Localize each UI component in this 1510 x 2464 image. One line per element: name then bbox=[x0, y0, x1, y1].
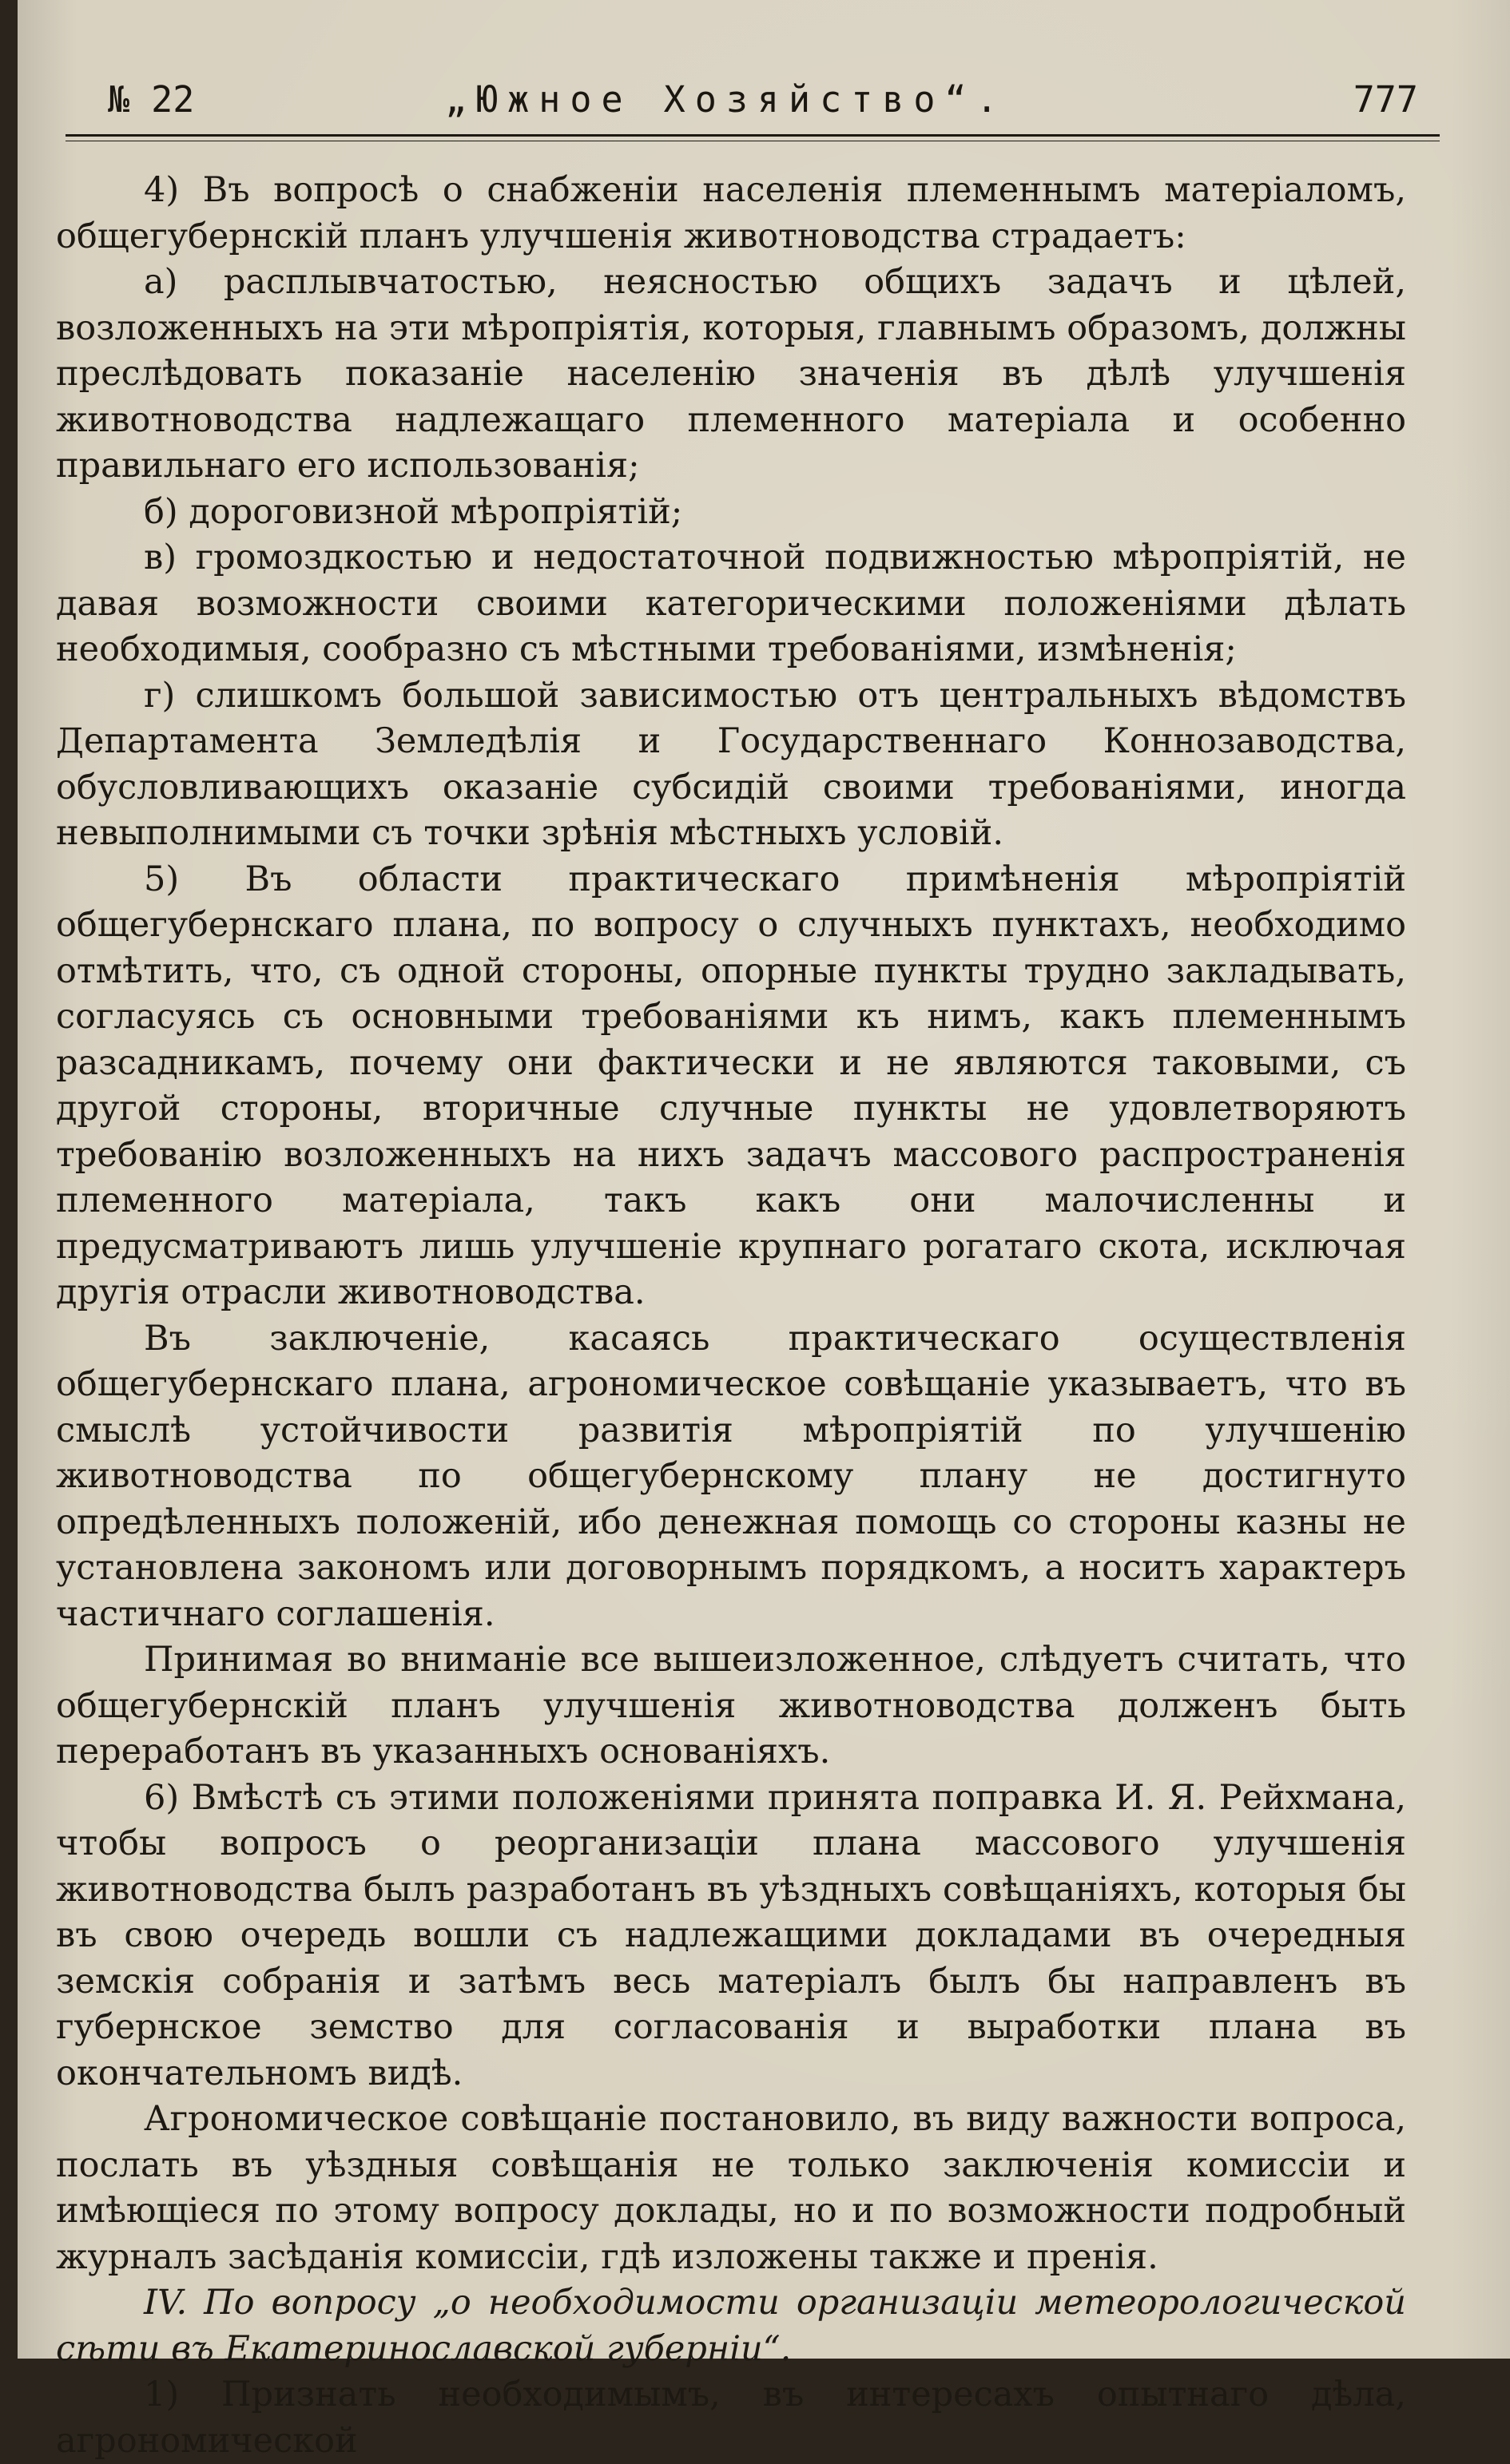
paragraph: Агрономическое совѣщаніе постановило, въ виду важности вопроса, послать въ уѣздныя совѣщанія не только заключенія комиссіи и имѣющіеся по этому вопросу доклады, но и по возможности подробный журналъ засѣданія комиссіи, гдѣ изложены также и пренія. bbox=[56, 2099, 1406, 2277]
paragraph: 4) Въ вопросѣ о снабженіи населенія племеннымъ матеріаломъ, общегубернскій планъ улучшенія животноводства страдаетъ: bbox=[56, 170, 1406, 256]
paragraph: а) расплывчатостью, неясностью общихъ задачъ и цѣлей, возложенныхъ на эти мѣропріятія, которыя, главнымъ образомъ, должны преслѣдовать показаніе населенію значенія въ дѣлѣ улучшенія животноводства надлежащаго племенного матеріала и особенно правильнаго его использованія; bbox=[56, 262, 1406, 486]
page-header bbox=[93, 78, 1434, 134]
paragraph: б) дороговизной мѣропріятій; bbox=[144, 491, 683, 532]
section-heading: IV. По вопросу „о необходимости организаціи метеорологической сѣти въ Екатеринославской губерніи“. bbox=[56, 2283, 1406, 2369]
paragraph: Принимая во вниманіе все вышеизложенное, слѣдуетъ считать, что общегубернскій планъ улучшенія животноводства долженъ быть переработанъ въ указанныхъ основаніяхъ. bbox=[56, 1640, 1406, 1772]
paragraph: 6) Вмѣстѣ съ этими положеніями принята поправка И. Я. Рейхмана, чтобы вопросъ о реорганизаціи плана массового улучшенія животноводства былъ разработанъ въ уѣздныхъ совѣщаніяхъ, которыя бы въ свою очередь вошли съ надлежащими докладами въ очередныя земскія собранія и затѣмъ весь матеріалъ былъ бы направленъ въ губернское земство для согласованія и выработки плана въ окончательномъ видѣ. bbox=[56, 1777, 1406, 2093]
paragraph: в) громоздкостью и недостаточной подвижностью мѣропріятій, не давая возможности своими категорическими положеніями дѣлать необходимыя, сообразно съ мѣстными требованіями, измѣненія; bbox=[56, 538, 1406, 669]
document-page bbox=[18, 0, 1510, 2461]
article-body bbox=[56, 168, 1406, 2464]
page-number: 777 bbox=[1353, 78, 1418, 121]
header-rule bbox=[66, 134, 1440, 137]
paragraph: Въ заключеніе, касаясь практическаго осуществленія общегубернскаго плана, агрономическое совѣщаніе указываетъ, что въ смыслѣ устойчивости развитія мѣропріятій по улучшенію животноводства по общегубернскому плану не достигнуто опредѣленныхъ положеній, ибо денежная помощь со стороны казны не установлена закономъ или договорнымъ порядкомъ, а носитъ характеръ частичнаго соглашенія. bbox=[56, 1318, 1406, 1634]
journal-title: „Южное Хозяйство“. bbox=[445, 78, 1007, 121]
issue-number: № 22 bbox=[108, 78, 195, 121]
paragraph: 1) Признать необходимымъ, въ интересахъ опытнаго дѣла, агрономической bbox=[56, 2375, 1406, 2461]
paragraph: г) слишкомъ большой зависимостью отъ центральныхъ вѣдомствъ Департамента Земледѣлія и Государственнаго Коннозаводства, обусловливающихъ оказаніе субсидій своими требованіями, иногда невыполнимыми съ точки зрѣнія мѣстныхъ условій. bbox=[56, 675, 1406, 853]
paragraph: 5) Въ области практическаго примѣненія мѣропріятій общегубернскаго плана, по вопросу о случныхъ пунктахъ, необходимо отмѣтить, что, съ одной стороны, опорные пункты трудно закладывать, согласуясь съ основными требованіями къ нимъ, какъ племеннымъ разсадникамъ, почему они фактически и не являются таковыми, съ другой стороны, вторичные случные пункты не удовлетворяютъ требованію возложенныхъ на нихъ задачъ массового распространенія племенного матеріала, такъ какъ они малочисленны и предусматриваютъ лишь улучшеніе крупнаго рогатаго скота, исключая другія отрасли животноводства. bbox=[56, 859, 1406, 1312]
